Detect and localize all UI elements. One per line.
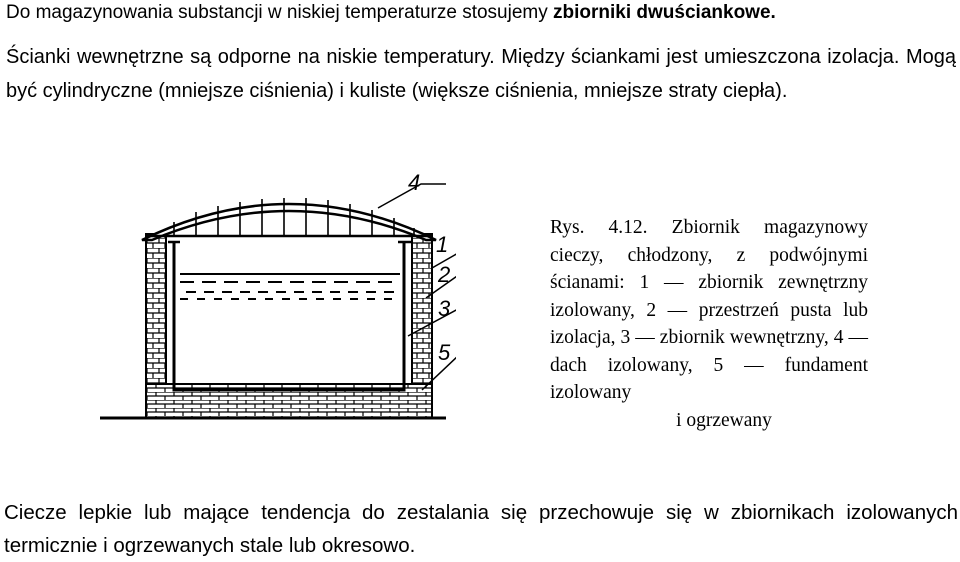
caption-last: i ogrzewany <box>676 409 772 431</box>
label-4: 4 <box>408 170 421 195</box>
intro-text: Do magazynowania substancji w niskiej temperaturze stosujemy <box>6 2 554 23</box>
figure-caption <box>550 214 868 434</box>
label-5: 5 <box>438 340 451 365</box>
label-2: 2 <box>438 262 451 287</box>
intro-bold: zbiorniki dwuściankowe. <box>553 2 776 23</box>
paragraph-2: Ciecze lepkie lub mające tendencja do zestalania się przechowuje się w zbiornikach izolowanych termicznie i ogrzewanych stale lub okresowo. <box>4 501 958 557</box>
inner-tank <box>174 242 404 390</box>
label-3: 3 <box>438 296 451 321</box>
roof <box>142 204 436 240</box>
intro-line <box>6 2 776 24</box>
paragraph-1: Ścianki wewnętrzne są odporne na niskie temperatury. Między ściankami jest umieszczona izolacja. Mogą być cylindryczne (mniejsze ciśnienia) i kuliste (większe ciśnienia, mniejsze straty ciepła). <box>6 46 956 102</box>
caption-main: Rys. 4.12. Zbiornik magazynowy cieczy, chłodzony, z podwójnymi ścianami: 1 — zbiornik zewnętrzny izolowany, 2 — przestrzeń pusta lub izolacja, 3 — zbiornik wewnętrzny, 4 — dach izolowany, 5 — fundament izolowany <box>550 217 868 403</box>
tank-diagram <box>96 168 456 430</box>
label-1: 1 <box>436 232 449 257</box>
